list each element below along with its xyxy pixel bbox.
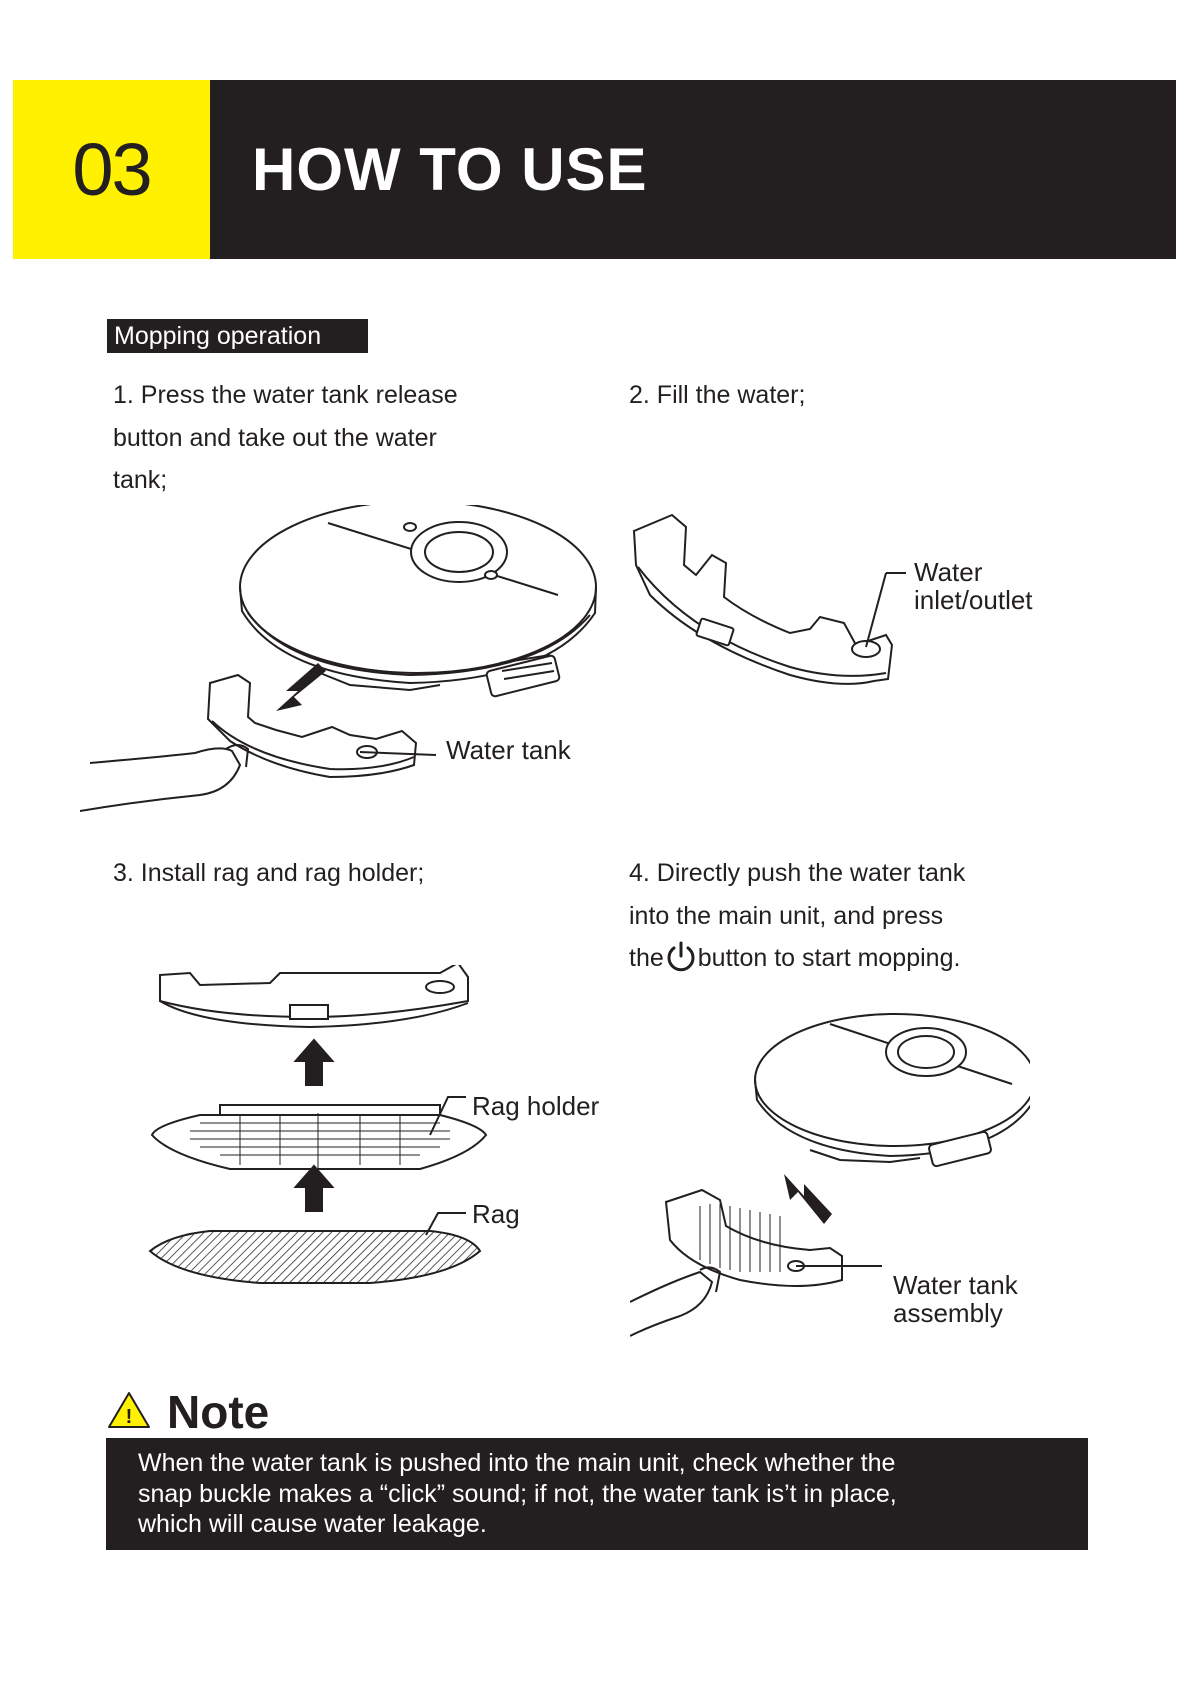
illustration-fill-water: [630, 505, 930, 705]
step-4-line-3-pre: the: [629, 944, 664, 972]
step-2-text: [629, 374, 805, 417]
step-4-line-1: 4. Directly push the water tank: [629, 859, 966, 887]
chapter-title: HOW TO USE: [252, 136, 648, 203]
note-line-2: snap buckle makes a “click” sound; if not, the water tank is’t in place,: [138, 1479, 897, 1508]
step-1-text: [113, 374, 458, 502]
note-title: Note: [167, 1386, 270, 1438]
callout-rag-holder: Rag holder: [472, 1091, 600, 1121]
step-2-line-1: 2. Fill the water;: [629, 381, 806, 409]
svg-text:!: !: [125, 1406, 133, 1428]
step-4-line-2: into the main unit, and press: [629, 901, 944, 930]
callout-assembly-line-1: Water tank: [893, 1270, 1018, 1300]
callout-rag: Rag: [472, 1199, 520, 1229]
callout-water-inlet-line-1: Water: [914, 557, 983, 587]
callout-water-tank-assembly: [893, 1271, 1018, 1327]
note-box: [106, 1438, 1088, 1550]
illustration-remove-water-tank: [80, 505, 600, 815]
chapter-number: 03: [13, 80, 210, 259]
section-label: Mopping operation: [107, 319, 368, 353]
step-3-text: [113, 852, 424, 895]
chapter-header-bar: [210, 80, 1176, 259]
note-line-1: When the water tank is pushed into the main unit, check whether the: [138, 1449, 896, 1477]
step-4-line-3: [629, 937, 965, 980]
note-line-3: which will cause water leakage.: [138, 1510, 487, 1538]
power-button-icon: [664, 940, 698, 974]
callout-water-inlet: [914, 558, 1033, 614]
step-4-text: [629, 852, 965, 980]
step-1-line-3: tank;: [113, 466, 168, 494]
callout-water-tank: Water tank: [446, 735, 571, 765]
callout-water-inlet-line-2: inlet/outlet: [914, 585, 1033, 615]
step-4-line-3-post: button to start mopping.: [697, 944, 961, 972]
step-1-line-1: 1. Press the water tank release: [113, 381, 458, 409]
warning-icon: [107, 1391, 151, 1429]
callout-assembly-line-2: assembly: [893, 1298, 1003, 1328]
illustration-install-rag: [140, 965, 500, 1295]
step-1-line-2: button and take out the water: [113, 423, 437, 452]
step-3-line-1: 3. Install rag and rag holder;: [113, 859, 425, 887]
